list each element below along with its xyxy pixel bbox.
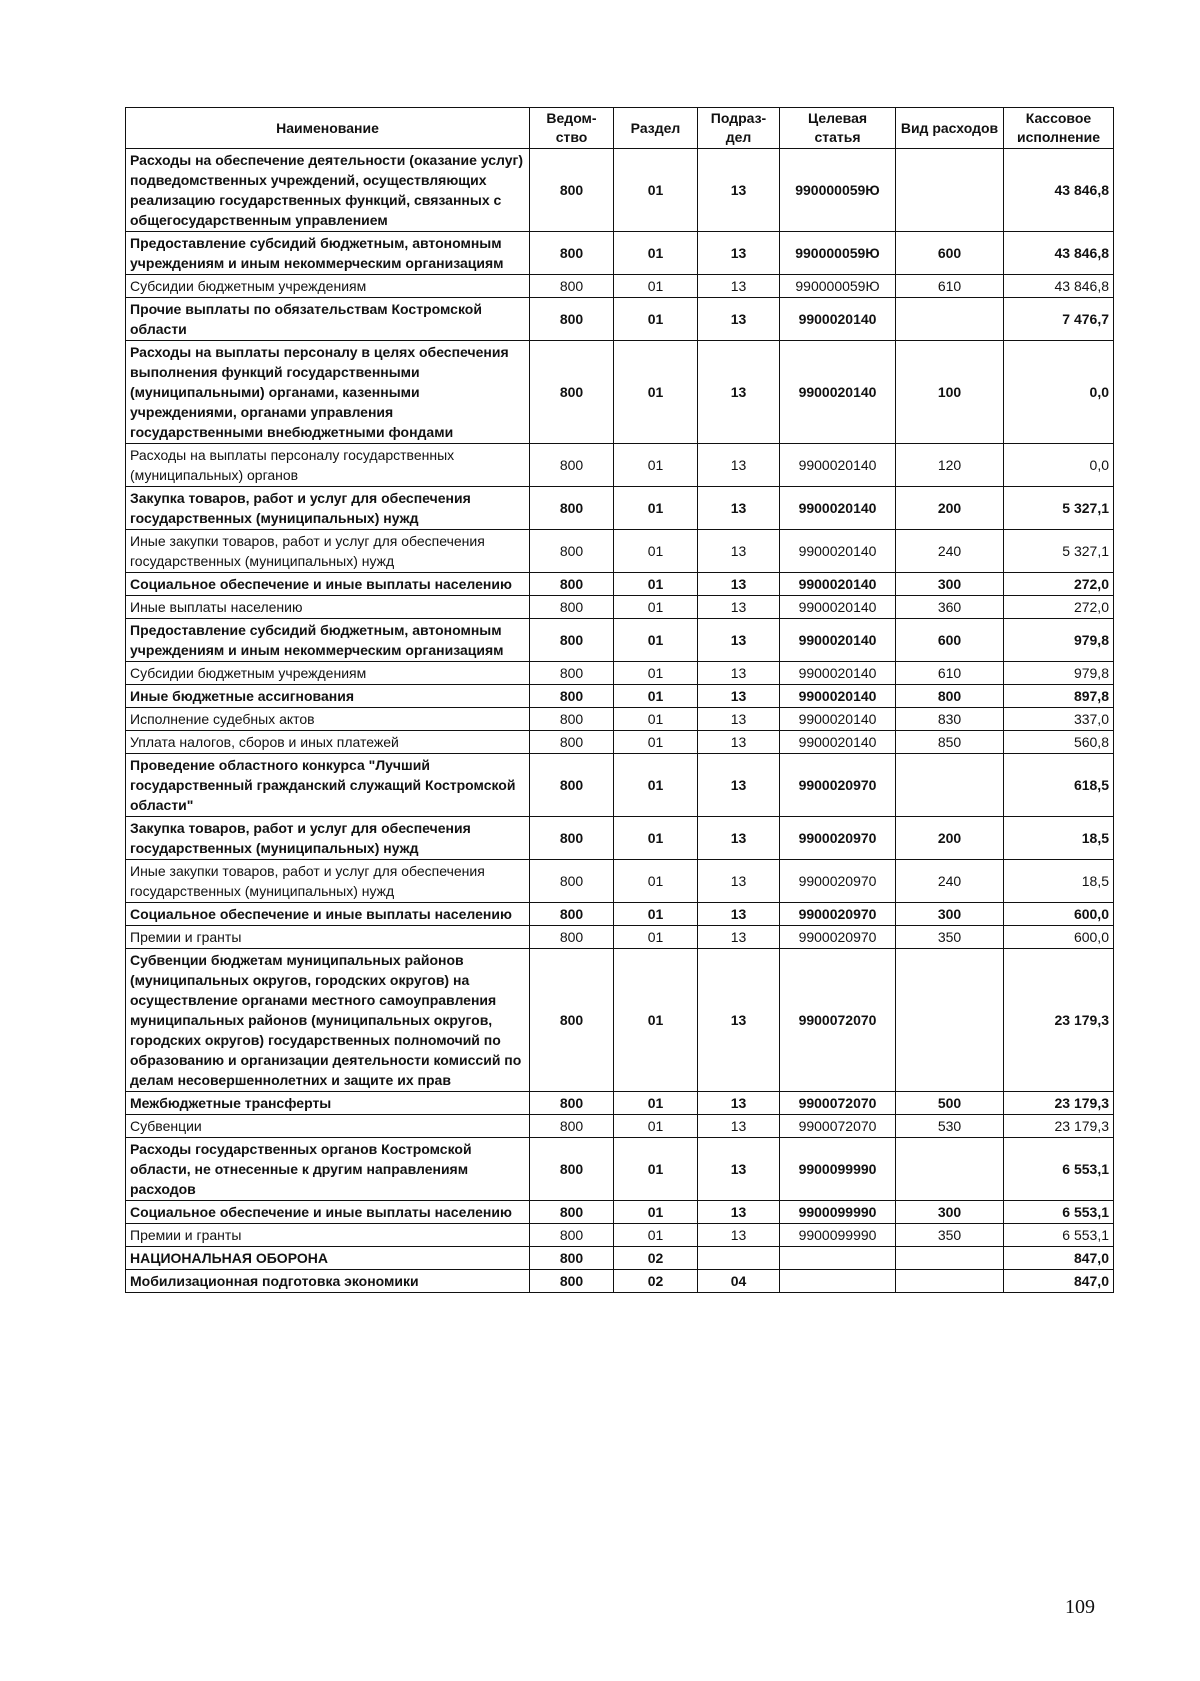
row-razdel: 01 <box>614 596 698 619</box>
row-vedomstvo: 800 <box>530 1115 614 1138</box>
table-row <box>126 1270 1114 1293</box>
row-vid-raskhodov: 600 <box>896 619 1004 662</box>
row-vid-raskhodov: 100 <box>896 341 1004 444</box>
row-tselevaya-statya: 9900020140 <box>780 530 896 573</box>
table-row <box>126 949 1114 1092</box>
row-podrazdel: 13 <box>698 1201 780 1224</box>
row-vedomstvo: 800 <box>530 1270 614 1293</box>
row-razdel: 01 <box>614 949 698 1092</box>
row-tselevaya-statya: 9900099990 <box>780 1201 896 1224</box>
row-vid-raskhodov: 200 <box>896 817 1004 860</box>
row-razdel: 01 <box>614 926 698 949</box>
row-tselevaya-statya: 9900020140 <box>780 573 896 596</box>
row-podrazdel: 13 <box>698 149 780 232</box>
row-tselevaya-statya: 990000059Ю <box>780 149 896 232</box>
row-vid-raskhodov: 300 <box>896 1201 1004 1224</box>
table-row <box>126 860 1114 903</box>
header-razdel: Раздел <box>614 108 698 149</box>
row-tselevaya-statya: 990000059Ю <box>780 275 896 298</box>
table-row <box>126 232 1114 275</box>
row-kassovoe-ispolnenie: 6 553,1 <box>1004 1201 1114 1224</box>
row-kassovoe-ispolnenie: 272,0 <box>1004 573 1114 596</box>
row-razdel: 01 <box>614 341 698 444</box>
row-podrazdel: 13 <box>698 232 780 275</box>
row-kassovoe-ispolnenie: 272,0 <box>1004 596 1114 619</box>
row-name: Предоставление субсидий бюджетным, автономным учреждениям и иным некоммерческим организациям <box>126 619 530 662</box>
row-tselevaya-statya: 9900020140 <box>780 619 896 662</box>
expenditure-table <box>125 107 1114 1293</box>
row-vedomstvo: 800 <box>530 530 614 573</box>
row-tselevaya-statya: 9900020140 <box>780 731 896 754</box>
row-podrazdel: 13 <box>698 530 780 573</box>
row-vedomstvo: 800 <box>530 949 614 1092</box>
row-razdel: 01 <box>614 708 698 731</box>
row-razdel: 01 <box>614 1092 698 1115</box>
row-podrazdel: 13 <box>698 1138 780 1201</box>
row-kassovoe-ispolnenie: 847,0 <box>1004 1270 1114 1293</box>
row-vid-raskhodov: 360 <box>896 596 1004 619</box>
row-kassovoe-ispolnenie: 6 553,1 <box>1004 1224 1114 1247</box>
row-vid-raskhodov: 610 <box>896 275 1004 298</box>
row-podrazdel: 13 <box>698 298 780 341</box>
row-kassovoe-ispolnenie: 23 179,3 <box>1004 1115 1114 1138</box>
row-vedomstvo: 800 <box>530 926 614 949</box>
row-tselevaya-statya: 9900020140 <box>780 487 896 530</box>
table-row <box>126 754 1114 817</box>
row-name: Расходы на выплаты персоналу государственных (муниципальных) органов <box>126 444 530 487</box>
row-name: Социальное обеспечение и иные выплаты населению <box>126 903 530 926</box>
row-razdel: 01 <box>614 530 698 573</box>
row-razdel: 01 <box>614 487 698 530</box>
row-name: Расходы на обеспечение деятельности (оказание услуг) подведомственных учреждений, осуществляющих реализацию государственных функций, связанных с общегосударственным управлением <box>126 149 530 232</box>
table-row <box>126 596 1114 619</box>
table-row <box>126 487 1114 530</box>
table-row <box>126 149 1114 232</box>
row-podrazdel: 13 <box>698 487 780 530</box>
row-tselevaya-statya: 9900072070 <box>780 1115 896 1138</box>
row-podrazdel <box>698 1247 780 1270</box>
table-row <box>126 341 1114 444</box>
row-kassovoe-ispolnenie: 337,0 <box>1004 708 1114 731</box>
row-razdel: 01 <box>614 1201 698 1224</box>
row-vedomstvo: 800 <box>530 1092 614 1115</box>
row-tselevaya-statya: 9900020970 <box>780 860 896 903</box>
row-tselevaya-statya: 9900020970 <box>780 817 896 860</box>
row-kassovoe-ispolnenie: 600,0 <box>1004 903 1114 926</box>
row-vedomstvo: 800 <box>530 754 614 817</box>
row-podrazdel: 13 <box>698 596 780 619</box>
table-row <box>126 817 1114 860</box>
row-razdel: 02 <box>614 1270 698 1293</box>
row-name: Субвенции бюджетам муниципальных районов (муниципальных округов, городских округов) на осуществление органами местного самоуправления муниципальных районов (муниципальных округов, городских округов) государственных полномочий по образованию и организации деятельности комиссий по делам несовершеннолетних и защите их прав <box>126 949 530 1092</box>
row-razdel: 02 <box>614 1247 698 1270</box>
table-row <box>126 903 1114 926</box>
row-podrazdel: 13 <box>698 1224 780 1247</box>
row-name: Расходы государственных органов Костромской области, не отнесенные к другим направлениям расходов <box>126 1138 530 1201</box>
row-kassovoe-ispolnenie: 18,5 <box>1004 817 1114 860</box>
row-tselevaya-statya: 9900072070 <box>780 1092 896 1115</box>
row-name: Субсидии бюджетным учреждениям <box>126 662 530 685</box>
row-vid-raskhodov: 850 <box>896 731 1004 754</box>
row-vedomstvo: 800 <box>530 596 614 619</box>
header-name: Наименование <box>126 108 530 149</box>
row-name: Премии и гранты <box>126 926 530 949</box>
table-row <box>126 1115 1114 1138</box>
row-razdel: 01 <box>614 149 698 232</box>
row-name: Премии и гранты <box>126 1224 530 1247</box>
row-vid-raskhodov <box>896 149 1004 232</box>
row-podrazdel: 13 <box>698 1092 780 1115</box>
row-podrazdel: 13 <box>698 1115 780 1138</box>
row-name: Субсидии бюджетным учреждениям <box>126 275 530 298</box>
row-kassovoe-ispolnenie: 43 846,8 <box>1004 232 1114 275</box>
row-tselevaya-statya: 9900020140 <box>780 341 896 444</box>
table-row <box>126 275 1114 298</box>
row-name: Мобилизационная подготовка экономики <box>126 1270 530 1293</box>
row-vid-raskhodov: 240 <box>896 860 1004 903</box>
row-razdel: 01 <box>614 619 698 662</box>
table-row <box>126 530 1114 573</box>
row-razdel: 01 <box>614 232 698 275</box>
row-kassovoe-ispolnenie: 5 327,1 <box>1004 530 1114 573</box>
row-podrazdel: 13 <box>698 926 780 949</box>
row-kassovoe-ispolnenie: 43 846,8 <box>1004 275 1114 298</box>
row-vid-raskhodov <box>896 754 1004 817</box>
row-vedomstvo: 800 <box>530 275 614 298</box>
row-razdel: 01 <box>614 903 698 926</box>
row-kassovoe-ispolnenie: 23 179,3 <box>1004 1092 1114 1115</box>
row-name: Проведение областного конкурса "Лучший государственный гражданский служащий Костромской области" <box>126 754 530 817</box>
row-name: Предоставление субсидий бюджетным, автономным учреждениям и иным некоммерческим организациям <box>126 232 530 275</box>
row-name: НАЦИОНАЛЬНАЯ ОБОРОНА <box>126 1247 530 1270</box>
row-podrazdel: 13 <box>698 662 780 685</box>
row-vedomstvo: 800 <box>530 685 614 708</box>
row-podrazdel: 13 <box>698 903 780 926</box>
row-podrazdel: 13 <box>698 275 780 298</box>
row-tselevaya-statya: 9900020140 <box>780 662 896 685</box>
header-kassovoe-ispolnenie: Кассовое исполнение <box>1004 108 1114 149</box>
row-name: Уплата налогов, сборов и иных платежей <box>126 731 530 754</box>
row-vid-raskhodov: 800 <box>896 685 1004 708</box>
row-podrazdel: 13 <box>698 731 780 754</box>
row-razdel: 01 <box>614 685 698 708</box>
row-name: Закупка товаров, работ и услуг для обеспечения государственных (муниципальных) нужд <box>126 817 530 860</box>
row-tselevaya-statya: 9900020970 <box>780 754 896 817</box>
row-vedomstvo: 800 <box>530 662 614 685</box>
row-razdel: 01 <box>614 573 698 596</box>
row-kassovoe-ispolnenie: 5 327,1 <box>1004 487 1114 530</box>
row-razdel: 01 <box>614 754 698 817</box>
table-row <box>126 685 1114 708</box>
row-podrazdel: 04 <box>698 1270 780 1293</box>
row-vid-raskhodov <box>896 298 1004 341</box>
row-razdel: 01 <box>614 275 698 298</box>
row-name: Социальное обеспечение и иные выплаты населению <box>126 1201 530 1224</box>
table-row <box>126 708 1114 731</box>
row-kassovoe-ispolnenie: 0,0 <box>1004 444 1114 487</box>
row-name: Иные закупки товаров, работ и услуг для обеспечения государственных (муниципальных) нужд <box>126 860 530 903</box>
table-header-row <box>126 108 1114 149</box>
row-tselevaya-statya: 9900020140 <box>780 596 896 619</box>
row-name: Социальное обеспечение и иные выплаты населению <box>126 573 530 596</box>
row-vid-raskhodov: 200 <box>896 487 1004 530</box>
row-tselevaya-statya: 9900020140 <box>780 708 896 731</box>
row-vedomstvo: 800 <box>530 1224 614 1247</box>
row-tselevaya-statya: 9900099990 <box>780 1224 896 1247</box>
row-razdel: 01 <box>614 662 698 685</box>
table-row <box>126 1092 1114 1115</box>
row-vid-raskhodov: 300 <box>896 573 1004 596</box>
row-vid-raskhodov: 610 <box>896 662 1004 685</box>
row-name: Иные закупки товаров, работ и услуг для обеспечения государственных (муниципальных) нужд <box>126 530 530 573</box>
row-vid-raskhodov <box>896 1247 1004 1270</box>
row-vid-raskhodov: 120 <box>896 444 1004 487</box>
table-row <box>126 444 1114 487</box>
row-podrazdel: 13 <box>698 949 780 1092</box>
row-vedomstvo: 800 <box>530 1247 614 1270</box>
row-vid-raskhodov: 830 <box>896 708 1004 731</box>
row-razdel: 01 <box>614 731 698 754</box>
row-kassovoe-ispolnenie: 618,5 <box>1004 754 1114 817</box>
row-podrazdel: 13 <box>698 860 780 903</box>
table-row <box>126 1138 1114 1201</box>
page-number: 109 <box>1065 1596 1095 1618</box>
row-kassovoe-ispolnenie: 560,8 <box>1004 731 1114 754</box>
row-razdel: 01 <box>614 817 698 860</box>
row-name: Прочие выплаты по обязательствам Костромской области <box>126 298 530 341</box>
row-kassovoe-ispolnenie: 979,8 <box>1004 662 1114 685</box>
row-vedomstvo: 800 <box>530 298 614 341</box>
row-vedomstvo: 800 <box>530 1201 614 1224</box>
row-tselevaya-statya: 990000059Ю <box>780 232 896 275</box>
table-row <box>126 619 1114 662</box>
row-vedomstvo: 800 <box>530 817 614 860</box>
row-vid-raskhodov: 240 <box>896 530 1004 573</box>
row-vedomstvo: 800 <box>530 573 614 596</box>
row-razdel: 01 <box>614 860 698 903</box>
row-razdel: 01 <box>614 298 698 341</box>
table-row <box>126 573 1114 596</box>
row-kassovoe-ispolnenie: 43 846,8 <box>1004 149 1114 232</box>
table-row <box>126 1247 1114 1270</box>
row-vedomstvo: 800 <box>530 341 614 444</box>
row-vedomstvo: 800 <box>530 232 614 275</box>
row-vid-raskhodov: 350 <box>896 926 1004 949</box>
row-name: Закупка товаров, работ и услуг для обеспечения государственных (муниципальных) нужд <box>126 487 530 530</box>
row-podrazdel: 13 <box>698 754 780 817</box>
header-tselevaya-statya: Целевая статья <box>780 108 896 149</box>
row-podrazdel: 13 <box>698 817 780 860</box>
row-kassovoe-ispolnenie: 897,8 <box>1004 685 1114 708</box>
row-podrazdel: 13 <box>698 685 780 708</box>
row-kassovoe-ispolnenie: 979,8 <box>1004 619 1114 662</box>
table-row <box>126 1201 1114 1224</box>
table-body <box>126 149 1114 1293</box>
row-razdel: 01 <box>614 444 698 487</box>
row-vedomstvo: 800 <box>530 1138 614 1201</box>
table-row <box>126 926 1114 949</box>
row-vid-raskhodov <box>896 1138 1004 1201</box>
header-podrazdel: Подраз-дел <box>698 108 780 149</box>
row-kassovoe-ispolnenie: 18,5 <box>1004 860 1114 903</box>
row-vedomstvo: 800 <box>530 444 614 487</box>
row-name: Субвенции <box>126 1115 530 1138</box>
row-tselevaya-statya: 9900020140 <box>780 685 896 708</box>
row-name: Иные бюджетные ассигнования <box>126 685 530 708</box>
row-kassovoe-ispolnenie: 600,0 <box>1004 926 1114 949</box>
row-vid-raskhodov: 300 <box>896 903 1004 926</box>
row-kassovoe-ispolnenie: 7 476,7 <box>1004 298 1114 341</box>
row-vid-raskhodov: 600 <box>896 232 1004 275</box>
row-vid-raskhodov: 350 <box>896 1224 1004 1247</box>
table-row <box>126 731 1114 754</box>
header-vedomstvo: Ведом-ство <box>530 108 614 149</box>
row-tselevaya-statya: 9900099990 <box>780 1138 896 1201</box>
row-vid-raskhodov: 500 <box>896 1092 1004 1115</box>
row-podrazdel: 13 <box>698 341 780 444</box>
row-kassovoe-ispolnenie: 847,0 <box>1004 1247 1114 1270</box>
row-razdel: 01 <box>614 1115 698 1138</box>
row-podrazdel: 13 <box>698 573 780 596</box>
row-tselevaya-statya: 9900020140 <box>780 444 896 487</box>
row-podrazdel: 13 <box>698 444 780 487</box>
row-vedomstvo: 800 <box>530 487 614 530</box>
row-tselevaya-statya <box>780 1270 896 1293</box>
row-vedomstvo: 800 <box>530 619 614 662</box>
row-kassovoe-ispolnenie: 0,0 <box>1004 341 1114 444</box>
header-vid-raskhodov: Вид расходов <box>896 108 1004 149</box>
row-razdel: 01 <box>614 1224 698 1247</box>
row-name: Расходы на выплаты персоналу в целях обеспечения выполнения функций государственными (муниципальными) органами, казенными учреждениями, органами управления государственными внебюджетными фондами <box>126 341 530 444</box>
table-row <box>126 662 1114 685</box>
row-name: Исполнение судебных актов <box>126 708 530 731</box>
table-row <box>126 1224 1114 1247</box>
row-vedomstvo: 800 <box>530 903 614 926</box>
row-name: Иные выплаты населению <box>126 596 530 619</box>
row-vid-raskhodov <box>896 1270 1004 1293</box>
row-tselevaya-statya: 9900020970 <box>780 903 896 926</box>
row-kassovoe-ispolnenie: 6 553,1 <box>1004 1138 1114 1201</box>
row-vedomstvo: 800 <box>530 731 614 754</box>
row-podrazdel: 13 <box>698 619 780 662</box>
row-tselevaya-statya: 9900072070 <box>780 949 896 1092</box>
row-tselevaya-statya <box>780 1247 896 1270</box>
row-vid-raskhodov <box>896 949 1004 1092</box>
row-vedomstvo: 800 <box>530 708 614 731</box>
row-podrazdel: 13 <box>698 708 780 731</box>
table-row <box>126 298 1114 341</box>
row-razdel: 01 <box>614 1138 698 1201</box>
row-tselevaya-statya: 9900020970 <box>780 926 896 949</box>
row-vedomstvo: 800 <box>530 860 614 903</box>
row-kassovoe-ispolnenie: 23 179,3 <box>1004 949 1114 1092</box>
row-vedomstvo: 800 <box>530 149 614 232</box>
row-name: Межбюджетные трансферты <box>126 1092 530 1115</box>
row-tselevaya-statya: 9900020140 <box>780 298 896 341</box>
row-vid-raskhodov: 530 <box>896 1115 1004 1138</box>
